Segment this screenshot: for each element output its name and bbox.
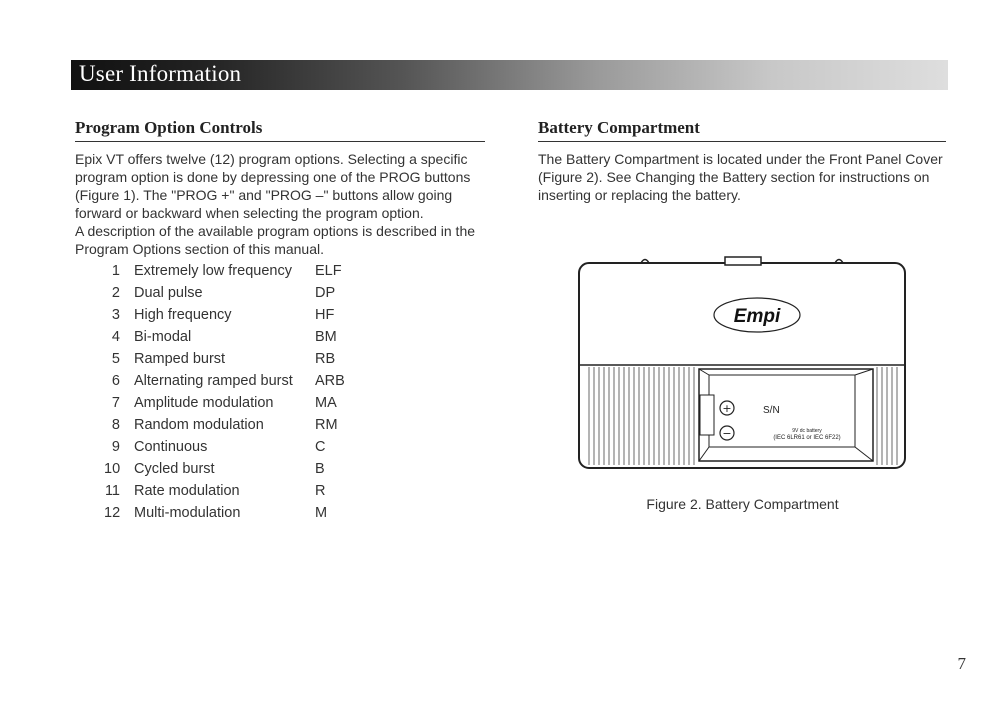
svg-text:+: + bbox=[722, 402, 732, 415]
program-option-name: Extremely low frequency bbox=[134, 263, 292, 279]
program-option-abbreviation: BM bbox=[315, 329, 337, 345]
figure-caption: Figure 2. Battery Compartment bbox=[646, 496, 839, 512]
program-option-abbreviation: B bbox=[315, 461, 325, 477]
empi-logo-text: Empi bbox=[733, 306, 781, 327]
page-title: User Information bbox=[79, 61, 242, 86]
program-option-row bbox=[104, 326, 404, 348]
program-option-name: Bi-modal bbox=[134, 329, 192, 345]
program-option-row bbox=[104, 480, 404, 502]
program-option-name: Rate modulation bbox=[134, 483, 240, 499]
program-option-number: 2 bbox=[111, 285, 120, 301]
serial-number-label: S/N bbox=[763, 405, 780, 416]
program-option-number: 10 bbox=[104, 461, 121, 477]
program-option-row bbox=[104, 304, 404, 326]
program-option-abbreviation: RM bbox=[315, 417, 338, 433]
program-option-abbreviation: ELF bbox=[315, 263, 342, 279]
program-option-name: Alternating ramped burst bbox=[134, 373, 293, 389]
program-option-name: High frequency bbox=[134, 307, 232, 323]
page-number: 7 bbox=[957, 654, 966, 673]
battery-spec-line2: (IEC 6LR61 or IEC 6F22) bbox=[773, 435, 841, 441]
program-option-row bbox=[104, 392, 404, 414]
battery-compartment-text: The Battery Compartment is located under the Front Panel Cover (Figure 2). See Changing the Battery section for instructions on inserting or replacing the battery. bbox=[538, 151, 943, 203]
header-banner bbox=[71, 60, 948, 90]
program-option-abbreviation: RB bbox=[315, 351, 336, 367]
battery-spec-line1: 9V dc battery bbox=[792, 428, 822, 434]
program-option-number: 3 bbox=[111, 307, 120, 323]
program-option-row bbox=[104, 282, 404, 304]
program-option-number: 11 bbox=[104, 483, 120, 499]
battery-compartment-figure bbox=[575, 255, 910, 475]
program-option-name: Ramped burst bbox=[134, 351, 226, 367]
program-option-row bbox=[104, 502, 404, 524]
program-option-abbreviation: M bbox=[315, 505, 328, 521]
program-option-number: 4 bbox=[111, 329, 120, 345]
program-option-number: 6 bbox=[111, 373, 120, 389]
program-option-number: 1 bbox=[111, 263, 120, 279]
program-option-abbreviation: MA bbox=[315, 395, 337, 411]
battery-compartment-heading: Battery Compartment bbox=[538, 118, 946, 142]
program-option-name: Cycled burst bbox=[134, 461, 215, 477]
program-option-row bbox=[104, 260, 404, 282]
program-option-row bbox=[104, 458, 404, 480]
program-option-row bbox=[104, 436, 404, 458]
program-option-abbreviation: DP bbox=[315, 285, 336, 301]
program-option-row bbox=[104, 370, 404, 392]
program-option-name: Continuous bbox=[134, 439, 208, 455]
program-option-abbreviation: C bbox=[315, 439, 326, 455]
program-option-number: 7 bbox=[111, 395, 120, 411]
program-option-row bbox=[104, 348, 404, 370]
svg-text:−: − bbox=[722, 427, 732, 440]
program-options-list bbox=[104, 260, 404, 524]
program-option-name: Dual pulse bbox=[134, 285, 203, 301]
program-options-intro-text: Epix VT offers twelve (12) program options. Selecting a specific program option is done by depressing one of the PROG buttons (Figure 1). The "PROG +" and "PROG –" buttons allow going forward or backward when selecting the program option. bbox=[75, 151, 471, 221]
program-option-row bbox=[104, 414, 404, 436]
program-option-number: 9 bbox=[111, 439, 120, 455]
program-option-abbreviation: HF bbox=[315, 307, 335, 323]
program-option-abbreviation: R bbox=[315, 483, 326, 499]
program-option-abbreviation: ARB bbox=[315, 373, 345, 389]
negative-terminal-icon bbox=[720, 426, 734, 440]
program-option-number: 8 bbox=[111, 417, 120, 433]
program-option-name: Amplitude modulation bbox=[134, 395, 274, 411]
program-option-controls-heading: Program Option Controls bbox=[75, 118, 485, 142]
program-option-number: 5 bbox=[111, 351, 120, 367]
positive-terminal-icon bbox=[720, 401, 734, 415]
program-option-name: Multi-modulation bbox=[134, 505, 241, 521]
program-options-reference-text: A description of the available program options is described in the Program Options section of this manual. bbox=[75, 223, 476, 257]
program-option-name: Random modulation bbox=[134, 417, 264, 433]
program-option-number: 12 bbox=[104, 505, 121, 521]
